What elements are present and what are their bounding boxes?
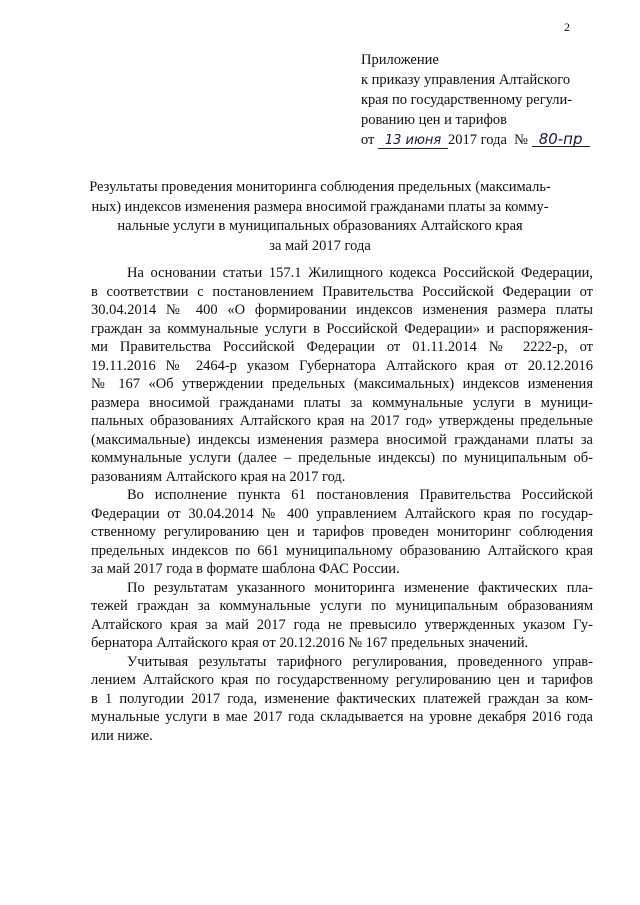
text-line: Федерации от 30.04.2014 № 400 управлением Алтайского края по государ-: [91, 505, 593, 522]
text-line: за май 2017 года в формате шаблона ФАС России.: [91, 561, 400, 577]
number-sign: №: [514, 132, 528, 148]
text-line: На основании статьи 157.1 Жилищного кодекса Российской Федерации,: [127, 265, 593, 281]
date-year: 2017 года: [448, 132, 507, 148]
annex-line: рованию цен и тарифов: [361, 112, 507, 128]
text-line: коммунальные услуги (далее – предельные индексы) по муниципальным об-: [91, 450, 593, 466]
text-line: 19.11.2016 № 2464-р указом Губернатора Алтайского края от 20.12.2016: [91, 357, 593, 374]
annex-header: [361, 50, 611, 150]
date-prefix: от: [361, 132, 375, 148]
page-number: 2: [564, 20, 570, 34]
text-line: № 167 «Об утверждении предельных (максимальных) индексов изменения: [91, 376, 593, 392]
text-line: граждан за коммунальные услуги в Российской Федерации» и распоряжения-: [91, 320, 593, 337]
annex-line: Приложение: [361, 52, 439, 68]
title-line: нальные услуги в муниципальных образованиях Алтайского края: [117, 218, 523, 234]
paragraph-4: [91, 653, 593, 746]
paragraph-1: [91, 264, 593, 486]
text-line: Учитывая результаты тарифного регулирования, проведенного управ-: [127, 653, 593, 670]
text-line: лением Алтайского края по государственному регулированию цен и тарифов: [91, 672, 593, 688]
title-line: за май 2017 года: [269, 237, 371, 254]
annex-line: края по государственному регули-: [361, 92, 573, 108]
text-line: в соответствии с постановлением Правительства Российской Федерации от: [91, 283, 593, 300]
document-body: [91, 264, 593, 745]
handwritten-date: 13 июня: [378, 134, 448, 149]
text-line: разованиям Алтайского края на 2017 год.: [91, 468, 346, 485]
text-line: 30.04.2014 № 400 «О формировании индексов изменения размера платы: [91, 302, 593, 318]
text-line: тежей граждан за коммунальные услуги по муниципальным образованиям: [91, 598, 593, 614]
text-line: пальных образованиях Алтайского края на 2017 год» утверждены предельные: [91, 413, 593, 429]
document-title: [80, 178, 560, 256]
text-line: предельных индексов по 661 муниципальному образованию Алтайского края: [91, 542, 593, 559]
text-line: ми Правительства Российской Федерации от 01.11.2014 № 2222-р, от: [91, 339, 593, 355]
paragraph-2: [91, 486, 593, 579]
text-line: Во исполнение пункта 61 постановления Правительства Российской: [127, 487, 593, 503]
text-line: в 1 полугодии 2017 года, изменение фактических платежей граждан за ком-: [91, 690, 593, 707]
text-line: (максимальные) индексы изменения размера вносимой гражданами платы за: [91, 431, 593, 448]
title-line: ных) индексов изменения размера вносимой гражданами платы за комму-: [91, 198, 549, 215]
annex-date-row: [361, 130, 611, 150]
text-line: размера вносимой гражданами платы за коммунальные услуги в муници-: [91, 394, 593, 411]
text-line: или ниже.: [91, 727, 153, 744]
text-line: По результатам указанного мониторинга изменение фактических пла-: [127, 579, 593, 596]
title-line: Результаты проведения мониторинга соблюдения предельных (максималь-: [89, 179, 551, 195]
handwritten-order-number: 80-пр: [532, 132, 590, 147]
text-line: ственному регулированию цен и тарифов проведен мониторинг соблюдения: [91, 524, 593, 540]
text-line: бернатора Алтайского края от 20.12.2016 № 167 предельных значений.: [91, 635, 529, 651]
paragraph-3: [91, 579, 593, 653]
annex-line: к приказу управления Алтайского: [361, 72, 571, 88]
text-line: Алтайского края за май 2017 года не превысило утвержденных указом Гу-: [91, 616, 593, 633]
text-line: мунальные услуги в мае 2017 года складывается на уровне декабря 2016 года: [91, 709, 593, 725]
